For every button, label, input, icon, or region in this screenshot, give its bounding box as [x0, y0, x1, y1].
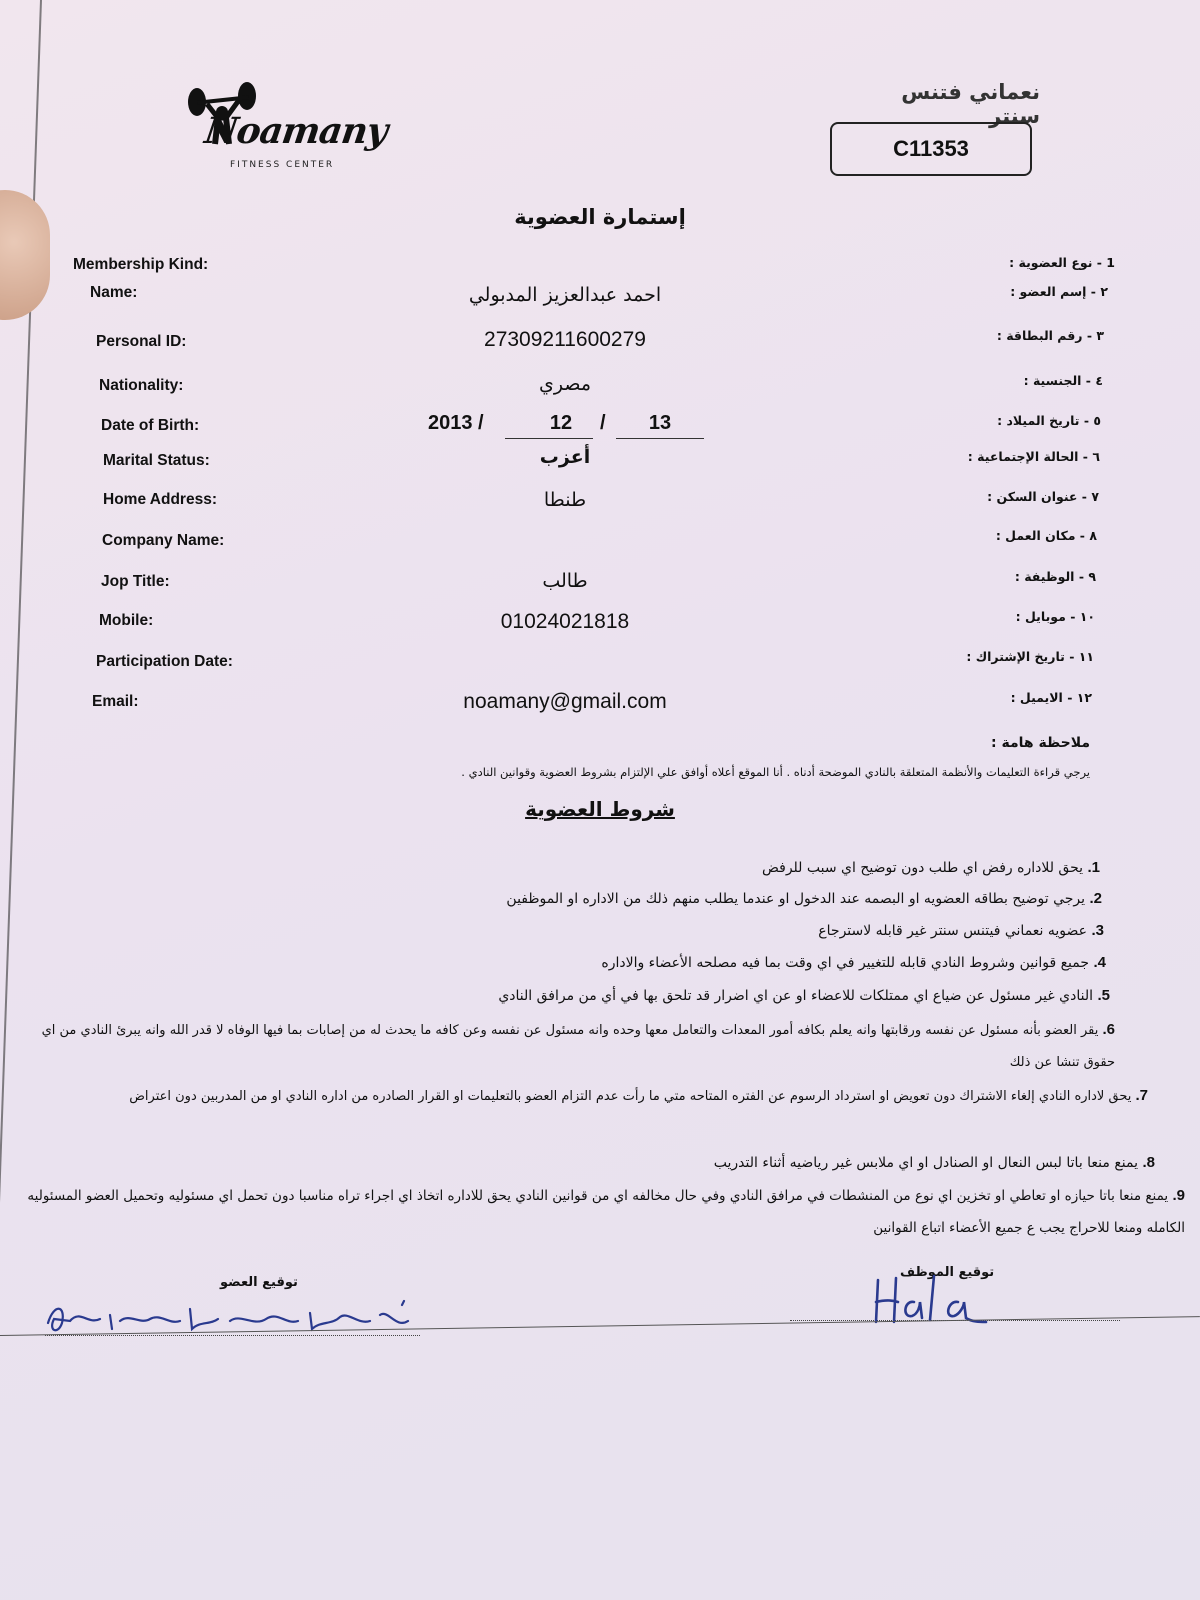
label-personal-id: Personal ID:	[96, 333, 187, 350]
term-text: يرجي توضيح بطاقه العضويه او البصمه عند الدخول او عندما يطلب منهم ذلك من الاداره او الموظفين	[506, 891, 1086, 907]
term-text: عضويه نعماني فيتنس سنتر غير قابله لاسترجاع	[818, 923, 1088, 939]
term-text: يقر العضو بأنه مسئول عن نفسه ورقابتها وانه يعلم بكافه أمور المعدات والتعامل معها وحده وانه مسئول عن نفسه وعن كافه ما يحدث له من إصابات بما فيها الوفاه لا قدر الله وانه يبرئ النادي من اي حقوق تنشا عن ذلك	[41, 1023, 1115, 1070]
term-number: 6.	[1102, 1021, 1115, 1038]
term-4	[206, 947, 1106, 979]
term-text: جميع قوانين وشروط النادي قابله للتغيير في اي وقت بما فيه مصلحه الأعضاء والاداره	[601, 955, 1090, 971]
form-code-box: C11353	[830, 122, 1032, 176]
label-ar-personal-id: ٣ - رقم البطاقة :	[996, 328, 1104, 343]
label-email: Email:	[92, 693, 139, 710]
label-ar-participation-date: ١١ - تاريخ الإشتراك :	[966, 649, 1094, 664]
club-logo	[185, 82, 390, 177]
label-nationality: Nationality:	[99, 377, 184, 394]
value-nationality: مصري	[538, 373, 591, 395]
dob-separator: /	[600, 412, 606, 434]
label-ar-membership-kind: 1 - نوع العضوية :	[1009, 255, 1115, 270]
term-1	[200, 852, 1100, 884]
staff-signature-label: توقيع الموظف	[900, 1265, 995, 1280]
term-9	[5, 1180, 1185, 1244]
term-text: النادي غير مسئول عن ضياع اي ممتلكات للاعضاء او عن اي اضرار قد تلحق بها في أي من مرافق النادي	[498, 988, 1094, 1004]
form-title: إستمارة العضوية	[514, 205, 686, 229]
dob-month-line	[505, 438, 593, 439]
label-date-of-birth: Date of Birth:	[101, 417, 200, 434]
label-name: Name:	[90, 284, 138, 301]
brand-subtitle: FITNESS CENTER	[230, 160, 335, 170]
label-ar-mobile: ١٠ - موبايل :	[1015, 609, 1095, 624]
terms-title: شروط العضوية	[525, 797, 675, 821]
label-membership-kind: Membership Kind:	[73, 256, 209, 273]
label-company-name: Company Name:	[102, 532, 225, 549]
term-5	[210, 980, 1110, 1012]
term-number: 2.	[1089, 890, 1102, 907]
term-number: 1.	[1087, 859, 1100, 876]
staff-signature	[870, 1272, 990, 1332]
club-name-arabic: نعماني فتنس سنتر	[901, 80, 1040, 128]
label-job-title: Jop Title:	[101, 573, 170, 590]
term-number: 7.	[1135, 1087, 1148, 1104]
term-number: 5.	[1097, 987, 1110, 1004]
value-mobile: 01024021818	[500, 610, 630, 633]
term-text: يحق لاداره النادي إلغاء الاشتراك دون تعويض او استرداد الرسوم عن الفتره المتاحه متي ما رأت عدم التزام العضو بالتعليمات او القرار الصادره من اداره النادي او من المدربين دون اعتراض	[129, 1089, 1132, 1104]
value-job-title: طالب	[542, 570, 588, 592]
term-number: 9.	[1172, 1187, 1185, 1204]
dob-year: 2013 /	[428, 412, 484, 434]
label-ar-name: ٢ - إسم العضو :	[1010, 284, 1108, 299]
dob-month: 12	[549, 412, 573, 434]
term-number: 8.	[1142, 1154, 1155, 1171]
label-ar-date-of-birth: ٥ - تاريخ الميلاد :	[997, 413, 1101, 428]
value-home-address: طنطا	[543, 489, 587, 511]
thumb	[0, 190, 50, 320]
label-ar-home-address: ٧ - عنوان السكن :	[987, 489, 1099, 504]
dob-day: 13	[648, 412, 672, 434]
label-ar-nationality: ٤ - الجنسية :	[1023, 373, 1103, 388]
term-8	[255, 1147, 1155, 1179]
value-marital-status: أعزب	[539, 446, 591, 468]
member-signature-label: توقيع العضو	[220, 1275, 298, 1290]
label-ar-job-title: ٩ - الوظيفة :	[1014, 569, 1096, 584]
label-home-address: Home Address:	[103, 491, 217, 508]
term-2	[202, 883, 1102, 915]
label-marital-status: Marital Status:	[103, 452, 210, 469]
note-text: يرجي قراءة التعليمات والأنظمة المتعلقة بالنادي الموضحة أدناه . أنا الموقع أعلاه أوافق علي الإلتزام بشروط العضوية وقوانين النادي .	[461, 765, 1090, 779]
term-text: يمنع منعا باتا حيازه او تعاطي او تخزين اي نوع من المنشطات في مرافق النادي وفي حال مخالفه اي من قوانين النادي يحق للاداره اتخاذ اي اجراء تراه مناسبا دون تحمل اي مسئوليه وتحميل العضو المسئوليه الكامله ومنعا للاحراج يجب ع جميع الأعضاء اتباع القوانين	[27, 1188, 1185, 1236]
term-text: يمنع منعا باتا لبس النعال او الصنادل او اي ملابس غير رياضيه أثناء التدريب	[713, 1155, 1139, 1171]
value-name: احمد عبدالعزيز المدبولي	[468, 284, 662, 306]
label-ar-email: ١٢ - الايميل :	[1010, 690, 1092, 705]
term-number: 4.	[1093, 954, 1106, 971]
value-personal-id: 27309211600279	[484, 328, 646, 351]
term-3	[204, 915, 1104, 947]
note-title: ملاحظة هامة :	[991, 735, 1090, 751]
value-email: noamany@gmail.com	[463, 690, 667, 713]
term-7	[18, 1080, 1148, 1113]
label-ar-company-name: ٨ - مكان العمل :	[995, 528, 1097, 543]
term-number: 3.	[1091, 922, 1104, 939]
term-text: يحق للاداره رفض اي طلب دون توضيح اي سبب للرفض	[761, 860, 1084, 876]
dob-day-line	[616, 438, 704, 439]
label-ar-marital-status: ٦ - الحالة الإجتماعية :	[967, 449, 1100, 464]
label-mobile: Mobile:	[99, 612, 154, 629]
brand-name: Noamany	[202, 110, 390, 152]
term-6	[30, 1014, 1115, 1079]
label-participation-date: Participation Date:	[96, 653, 233, 670]
